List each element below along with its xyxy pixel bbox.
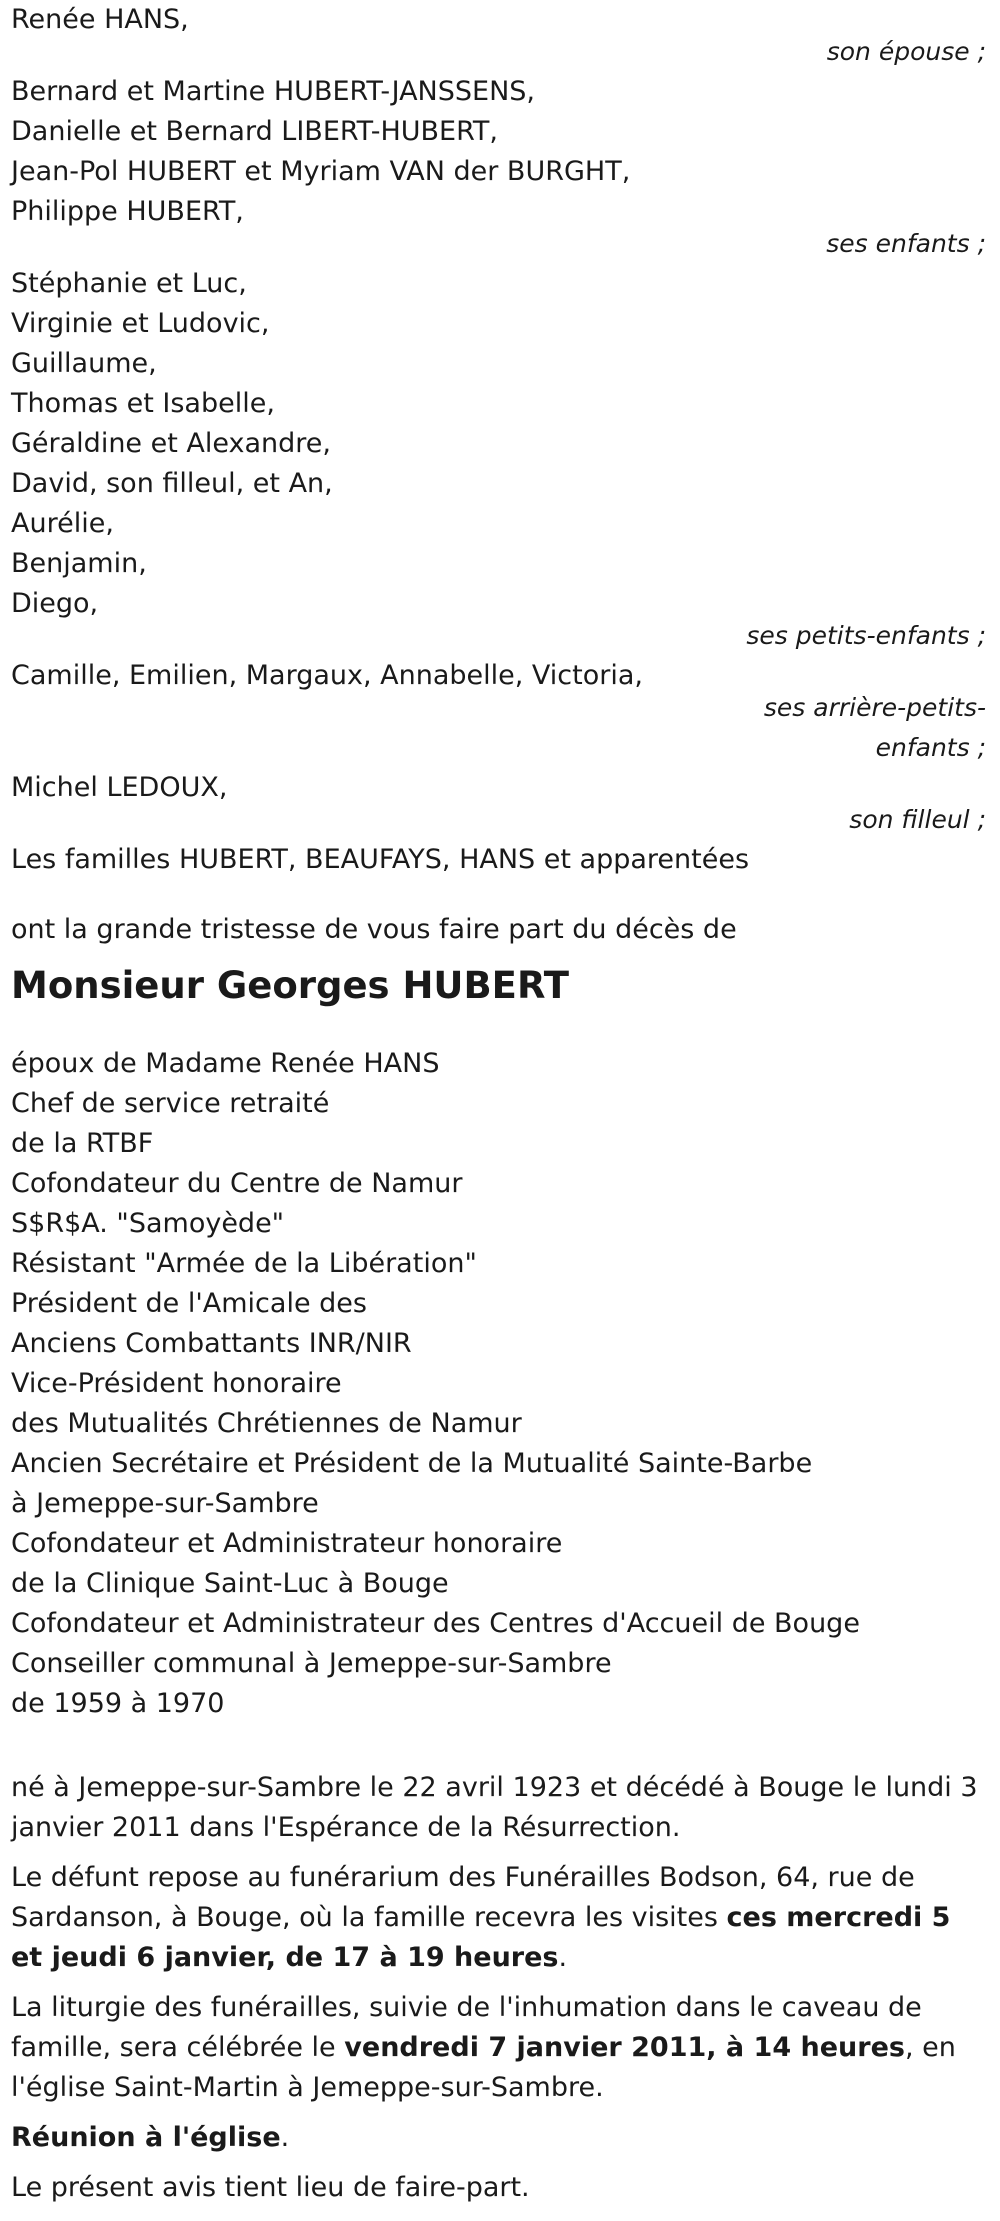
great-grandchildren-block <box>11 656 986 768</box>
grandchild-name: Géraldine et Alexandre, <box>11 428 331 459</box>
title-line: Anciens Combattants INR/NIR <box>11 1328 412 1359</box>
reunion-text: Réunion à l'église <box>11 2122 281 2153</box>
title-line: des Mutualités Chrétiennes de Namur <box>11 1408 522 1439</box>
spouse-role: son épouse ; <box>826 37 986 66</box>
visitation-paragraph <box>11 1858 986 1978</box>
title-line: de 1959 à 1970 <box>11 1688 225 1719</box>
godson-block <box>11 768 986 840</box>
grandchild-name: Stéphanie et Luc, <box>11 268 247 299</box>
godson-name: Michel LEDOUX, <box>11 772 228 803</box>
funeral-paragraph <box>11 1988 986 2108</box>
grandchild-name: Diego, <box>11 588 99 619</box>
grandchildren-role: ses petits-enfants ; <box>746 621 986 650</box>
title-line: Président de l'Amicale des <box>11 1288 367 1319</box>
title-line: époux de Madame Renée HANS <box>11 1048 440 1079</box>
title-line: Cofondateur et Administrateur des Centres d'Accueil de Bouge <box>11 1608 860 1639</box>
grandchild-name: Virginie et Ludovic, <box>11 308 270 339</box>
title-line: Vice-Président honoraire <box>11 1368 342 1399</box>
title-line: Chef de service retraité <box>11 1088 330 1119</box>
announcement-line: ont la grande tristesse de vous faire part du décès de <box>11 914 737 945</box>
grandchild-name: Guillaume, <box>11 348 157 379</box>
title-line: de la Clinique Saint-Luc à Bouge <box>11 1568 449 1599</box>
grandchildren-block <box>11 264 986 656</box>
great-grandchildren-role-line2: enfants ; <box>875 733 986 762</box>
funeral-text: La liturgie des funérailles, suivie de l'inhumation dans le caveau de famille, sera célébrée le <box>11 1992 922 2063</box>
grandchild-name: Thomas et Isabelle, <box>11 388 275 419</box>
child-name: Jean-Pol HUBERT et Myriam VAN der BURGHT, <box>11 156 631 187</box>
obituary-notice <box>11 0 986 2218</box>
great-grandchildren-names: Camille, Emilien, Margaux, Annabelle, Victoria, <box>11 660 643 691</box>
closing-paragraph: Le présent avis tient lieu de faire-part. <box>11 2172 530 2203</box>
title-line: Conseiller communal à Jemeppe-sur-Sambre <box>11 1648 612 1679</box>
child-name: Bernard et Martine HUBERT-JANSSENS, <box>11 76 535 107</box>
children-block <box>11 72 986 264</box>
grandchild-name: Benjamin, <box>11 548 147 579</box>
visitation-end: . <box>558 1942 568 1973</box>
visitation-text: Le défunt repose au funérarium des Funérailles Bodson, 64, rue de Sardanson, à Bouge, où la famille recevra les visites <box>11 1862 915 1933</box>
grandchild-name: David, son filleul, et An, <box>11 468 333 499</box>
title-line: Cofondateur et Administrateur honoraire <box>11 1528 563 1559</box>
child-name: Danielle et Bernard LIBERT-HUBERT, <box>11 116 498 147</box>
title-line: S$R$A. "Samoyède" <box>11 1208 285 1239</box>
reunion-paragraph <box>11 2118 986 2158</box>
great-grandchildren-role-line1: ses arrière-petits- <box>763 693 986 722</box>
title-line: Cofondateur du Centre de Namur <box>11 1168 463 1199</box>
visitation-dates: ces mercredi 5 et jeudi 6 janvier, de 17 à 19 heures <box>11 1902 951 1973</box>
child-name: Philippe HUBERT, <box>11 196 244 227</box>
spouse-block <box>11 0 986 72</box>
funeral-end: , en l'église Saint-Martin à Jemeppe-sur-Sambre. <box>11 2032 956 2103</box>
grandchild-name: Aurélie, <box>11 508 114 539</box>
spouse-name: Renée HANS, <box>11 4 189 35</box>
title-line: Ancien Secrétaire et Président de la Mutualité Sainte-Barbe <box>11 1448 813 1479</box>
children-role: ses enfants ; <box>826 229 986 258</box>
reunion-end: . <box>280 2122 290 2153</box>
families-line: Les familles HUBERT, BEAUFAYS, HANS et apparentées <box>11 844 750 875</box>
birth-death-paragraph: né à Jemeppe-sur-Sambre le 22 avril 1923 et décédé à Bouge le lundi 3 janvier 2011 dans l'Espérance de la Résurrection. <box>11 1772 978 1843</box>
title-line: Résistant "Armée de la Libération" <box>11 1248 477 1279</box>
godson-role: son filleul ; <box>849 805 986 834</box>
titles-block <box>11 1044 986 1724</box>
funeral-date: vendredi 7 janvier 2011, à 14 heures <box>344 2032 905 2063</box>
title-line: à Jemeppe-sur-Sambre <box>11 1488 319 1519</box>
title-line: de la RTBF <box>11 1128 154 1159</box>
deceased-name: Monsieur Georges HUBERT <box>11 964 570 1007</box>
